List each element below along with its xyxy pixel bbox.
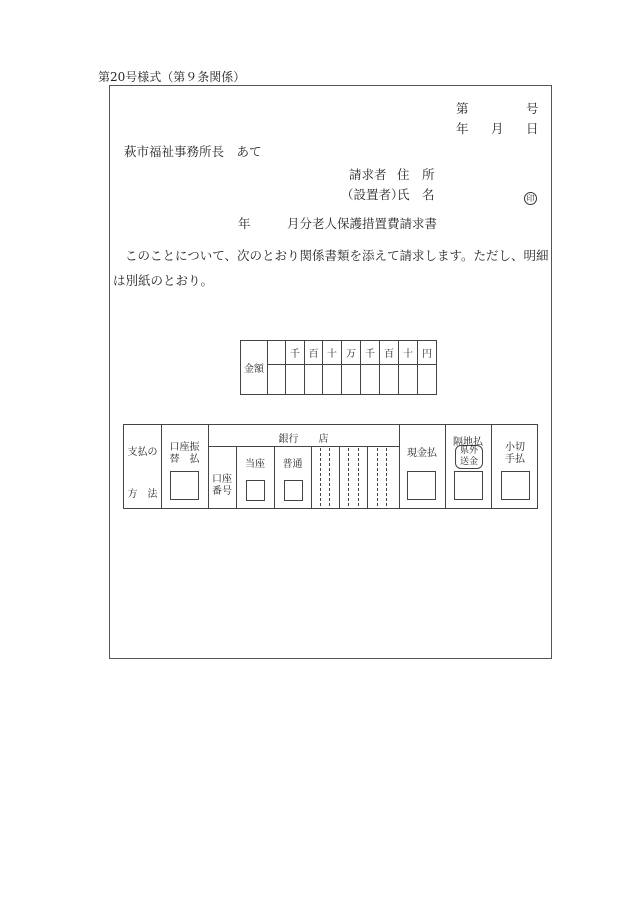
transfer-checkbox[interactable] [170,471,199,500]
transfer-label-top: 口座振 [169,442,200,453]
remote-label-bottom: 送金 [459,457,478,467]
amount-unit: 千 [286,341,305,365]
current-account-label: 当座 [245,459,265,470]
amount-unit: 万 [342,341,361,365]
account-no-bottom: 番号 [212,486,232,497]
amount-entry-cell[interactable] [361,365,380,395]
name-label: 氏 名 [397,187,435,202]
body-text: このことについて、次のとおり関係書類を添えて請求します。ただし、明細は別紙のとおり。 [113,248,549,288]
title-year: 年 [238,216,251,231]
account-no-top: 口座 [212,474,232,485]
date-year: 年 [456,121,469,136]
amount-unit: 円 [418,341,437,365]
amount-blank-cell [268,341,286,365]
amount-entry-cell[interactable] [268,365,286,395]
cash-checkbox[interactable] [407,471,436,500]
form-title: 月分老人保護措置費請求書 [287,216,438,231]
remote-label-mid: 県外 [459,446,478,456]
number-label-right: 号 [526,101,539,116]
claimant-label: 請求者 [349,167,387,182]
amount-unit: 十 [399,341,418,365]
transfer-label-bottom: 替 払 [169,454,200,465]
installer-label: （設置者） [341,187,404,202]
check-checkbox[interactable] [501,471,530,500]
current-account-checkbox[interactable] [246,480,265,501]
amount-entry-cell[interactable] [323,365,342,395]
bank-branch-label: 銀行 店 [278,434,329,445]
remote-bracket [455,445,483,469]
amount-unit: 百 [305,341,323,365]
seal-mark: 印 [524,192,537,205]
payment-table [123,424,538,509]
number-label-left: 第 [456,101,469,116]
address-label: 住 所 [397,167,435,182]
check-label-bottom: 手払 [505,454,525,465]
addressee: 萩市福祉事務所長 あて [124,144,262,159]
payment-method-bottom: 方 法 [127,489,158,500]
check-label-top: 小切 [505,442,525,453]
amount-unit: 十 [323,341,342,365]
amount-entry-cell[interactable] [418,365,437,395]
amount-entry-cell[interactable] [305,365,323,395]
amount-unit: 百 [380,341,399,365]
amount-entry-cell[interactable] [380,365,399,395]
remote-checkbox[interactable] [454,471,483,500]
amount-unit: 千 [361,341,380,365]
amount-entry-cell[interactable] [342,365,361,395]
date-day: 日 [526,121,539,136]
date-month: 月 [491,121,504,136]
amount-label: 金額 [241,341,268,395]
payment-method-top: 支払の [127,447,158,458]
remote-label-top: 隔地払 [453,437,483,448]
amount-entry-cell[interactable] [399,365,418,395]
amount-entry-cell[interactable] [286,365,305,395]
ordinary-account-checkbox[interactable] [284,480,303,501]
ordinary-account-label: 普通 [282,459,303,470]
form-heading: 第20号様式（第９条関係） [98,70,246,84]
cash-label: 現金払 [407,448,437,459]
amount-table [240,340,437,395]
